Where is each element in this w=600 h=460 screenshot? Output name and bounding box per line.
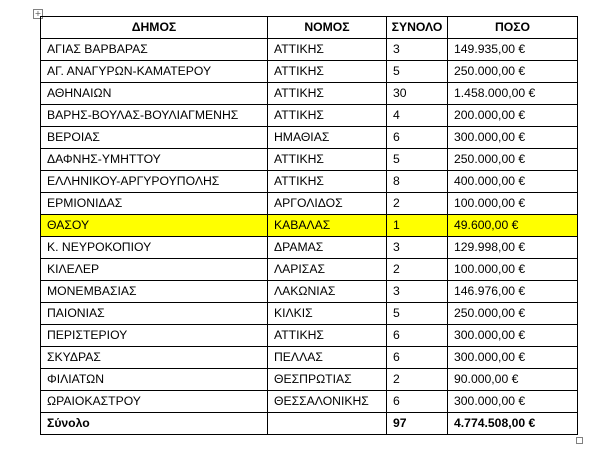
cell-nomos: ΑΤΤΙΚΗΣ [268, 325, 387, 347]
total-row [41, 413, 578, 435]
cell-poso: 1.458.000,00 € [448, 83, 578, 105]
table-row [41, 193, 578, 215]
cell-poso: 300.000,00 € [448, 391, 578, 413]
cell-nomos: ΚΑΒΑΛΑΣ [268, 215, 387, 237]
cell-synolo: 6 [387, 127, 448, 149]
cell-poso: 250.000,00 € [448, 303, 578, 325]
cell-synolo: 1 [387, 215, 448, 237]
table-row [41, 215, 578, 237]
cell-nomos: ΘΕΣΠΡΩΤΙΑΣ [268, 369, 387, 391]
cell-synolo: 5 [387, 303, 448, 325]
cell-synolo: 3 [387, 237, 448, 259]
table-header-row [41, 17, 578, 39]
table-row [41, 281, 578, 303]
cell-dimos: ΑΓΙΑΣ ΒΑΡΒΑΡΑΣ [41, 39, 268, 61]
cell-poso: 100.000,00 € [448, 193, 578, 215]
municipality-table [40, 16, 578, 435]
table-row [41, 325, 578, 347]
total-poso: 4.774.508,00 € [448, 413, 578, 435]
header-poso: ΠΟΣΟ [448, 17, 578, 39]
table-row [41, 39, 578, 61]
cell-dimos: ΒΑΡΗΣ-ΒΟΥΛΑΣ-ΒΟΥΛΙΑΓΜΕΝΗΣ [41, 105, 268, 127]
table-row [41, 391, 578, 413]
table-row [41, 369, 578, 391]
table-row [41, 127, 578, 149]
cell-poso: 90.000,00 € [448, 369, 578, 391]
cell-dimos: ΕΡΜΙΟΝΙΔΑΣ [41, 193, 268, 215]
cell-nomos: ΗΜΑΘΙΑΣ [268, 127, 387, 149]
table-resize-icon[interactable] [576, 437, 583, 444]
cell-synolo: 3 [387, 39, 448, 61]
header-synolo: ΣΥΝΟΛΟ [387, 17, 448, 39]
cell-nomos: ΑΤΤΙΚΗΣ [268, 83, 387, 105]
cell-poso: 146.976,00 € [448, 281, 578, 303]
total-label: Σύνολο [41, 413, 268, 435]
cell-poso: 400.000,00 € [448, 171, 578, 193]
cell-poso: 300.000,00 € [448, 347, 578, 369]
cell-nomos: ΔΡΑΜΑΣ [268, 237, 387, 259]
cell-dimos: ΜΟΝΕΜΒΑΣΙΑΣ [41, 281, 268, 303]
cell-dimos: ΩΡΑΙΟΚΑΣΤΡΟΥ [41, 391, 268, 413]
cell-nomos: ΑΤΤΙΚΗΣ [268, 149, 387, 171]
cell-synolo: 4 [387, 105, 448, 127]
table-row [41, 61, 578, 83]
cell-dimos: ΔΑΦΝΗΣ-ΥΜΗΤΤΟΥ [41, 149, 268, 171]
cell-dimos: ΠΑΙΟΝΙΑΣ [41, 303, 268, 325]
cell-synolo: 5 [387, 149, 448, 171]
cell-nomos: ΑΤΤΙΚΗΣ [268, 105, 387, 127]
table-row [41, 105, 578, 127]
cell-poso: 100.000,00 € [448, 259, 578, 281]
cell-synolo: 2 [387, 369, 448, 391]
cell-dimos: ΣΚΥΔΡΑΣ [41, 347, 268, 369]
header-dimos: ΔΗΜΟΣ [41, 17, 268, 39]
cell-synolo: 6 [387, 325, 448, 347]
cell-dimos: ΘΑΣΟΥ [41, 215, 268, 237]
cell-nomos: ΑΤΤΙΚΗΣ [268, 171, 387, 193]
cell-synolo: 5 [387, 61, 448, 83]
cell-dimos: ΦΙΛΙΑΤΩΝ [41, 369, 268, 391]
cell-dimos: ΑΘΗΝΑΙΩΝ [41, 83, 268, 105]
cell-poso: 300.000,00 € [448, 127, 578, 149]
cell-poso: 49.600,00 € [448, 215, 578, 237]
table-row [41, 83, 578, 105]
cell-nomos: ΑΤΤΙΚΗΣ [268, 61, 387, 83]
cell-dimos: ΑΓ. ΑΝΑΓΥΡΩΝ-ΚΑΜΑΤΕΡΟΥ [41, 61, 268, 83]
table-row [41, 171, 578, 193]
cell-dimos: ΒΕΡΟΙΑΣ [41, 127, 268, 149]
cell-dimos: Κ. ΝΕΥΡΟΚΟΠΙΟΥ [41, 237, 268, 259]
total-synolo: 97 [387, 413, 448, 435]
cell-synolo: 2 [387, 259, 448, 281]
cell-poso: 200.000,00 € [448, 105, 578, 127]
table-move-icon[interactable]: + [34, 9, 42, 18]
cell-nomos: ΠΕΛΛΑΣ [268, 347, 387, 369]
cell-synolo: 8 [387, 171, 448, 193]
cell-nomos: ΘΕΣΣΑΛΟΝΙΚΗΣ [268, 391, 387, 413]
cell-nomos: ΑΡΓΟΛΙΔΟΣ [268, 193, 387, 215]
cell-dimos: ΚΙΛΕΛΕΡ [41, 259, 268, 281]
table-row [41, 259, 578, 281]
cell-nomos: ΑΤΤΙΚΗΣ [268, 39, 387, 61]
cell-synolo: 3 [387, 281, 448, 303]
cell-poso: 250.000,00 € [448, 61, 578, 83]
cell-nomos: ΛΑΚΩΝΙΑΣ [268, 281, 387, 303]
table-row [41, 303, 578, 325]
cell-dimos: ΠΕΡΙΣΤΕΡΙΟΥ [41, 325, 268, 347]
header-nomos: ΝΟΜΟΣ [268, 17, 387, 39]
cell-synolo: 30 [387, 83, 448, 105]
cell-nomos: ΚΙΛΚΙΣ [268, 303, 387, 325]
cell-poso: 129.998,00 € [448, 237, 578, 259]
cell-synolo: 6 [387, 347, 448, 369]
cell-nomos: ΛΑΡΙΣΑΣ [268, 259, 387, 281]
cell-poso: 300.000,00 € [448, 325, 578, 347]
table-row [41, 237, 578, 259]
table-row [41, 149, 578, 171]
cell-synolo: 6 [387, 391, 448, 413]
total-empty [268, 413, 387, 435]
cell-synolo: 2 [387, 193, 448, 215]
cell-poso: 149.935,00 € [448, 39, 578, 61]
table-row [41, 347, 578, 369]
cell-dimos: ΕΛΛΗΝΙΚΟΥ-ΑΡΓΥΡΟΥΠΟΛΗΣ [41, 171, 268, 193]
cell-poso: 250.000,00 € [448, 149, 578, 171]
